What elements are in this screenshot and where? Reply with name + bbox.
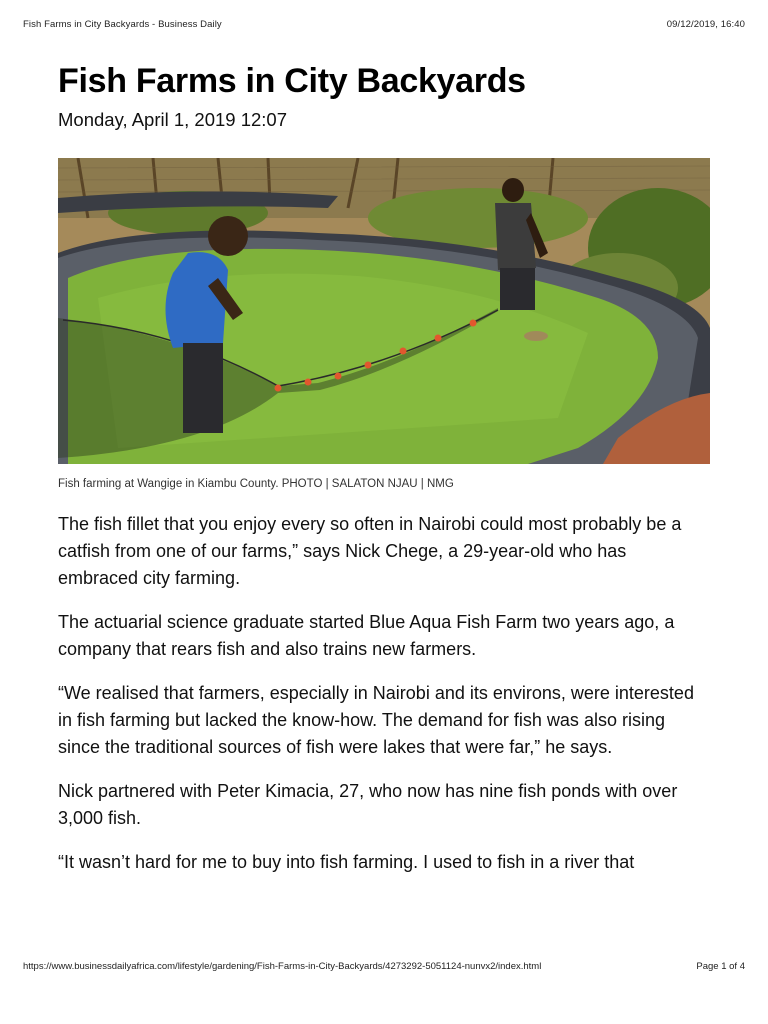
print-header bbox=[23, 19, 745, 30]
article-date: Monday, April 1, 2019 12:07 bbox=[58, 109, 288, 130]
fish-pond-photo-illustration bbox=[58, 158, 710, 464]
page-indicator: Page 1 of 4 bbox=[696, 961, 745, 972]
article-paragraph: “We realised that farmers, especially in Nairobi and its environs, were interested in fish farming but lacked the know-how. The demand for fish was also rising since the traditional sources of fish were lakes that were far,” he says. bbox=[58, 683, 694, 757]
article-paragraph: The actuarial science graduate started Blue Aqua Fish Farm two years ago, a company that rears fish and also trains new farmers. bbox=[58, 612, 675, 659]
article-paragraph: Nick partnered with Peter Kimacia, 27, who now has nine fish ponds with over 3,000 fish. bbox=[58, 781, 678, 828]
article-body bbox=[58, 511, 710, 876]
article bbox=[58, 58, 710, 893]
article-photo bbox=[58, 158, 710, 464]
article-paragraph: The fish fillet that you enjoy every so often in Nairobi could most probably be a catfish from one of our farms,” says Nick Chege, a 29-year-old who has embraced city farming. bbox=[58, 514, 682, 588]
print-header-title: Fish Farms in City Backyards - Business Daily bbox=[23, 19, 222, 30]
article-paragraph: “It wasn’t hard for me to buy into fish farming. I used to fish in a river that bbox=[58, 852, 635, 872]
photo-caption: Fish farming at Wangige in Kiambu County. PHOTO | SALATON NJAU | NMG bbox=[58, 478, 454, 490]
article-title: Fish Farms in City Backyards bbox=[58, 62, 526, 100]
print-footer bbox=[23, 961, 745, 972]
print-header-timestamp: 09/12/2019, 16:40 bbox=[666, 19, 745, 30]
article-url-link[interactable]: https://www.businessdailyafrica.com/lifestyle/gardening/Fish-Farms-in-City-Backyards/4273292-5051124-nunvx2/index.html bbox=[23, 961, 542, 972]
